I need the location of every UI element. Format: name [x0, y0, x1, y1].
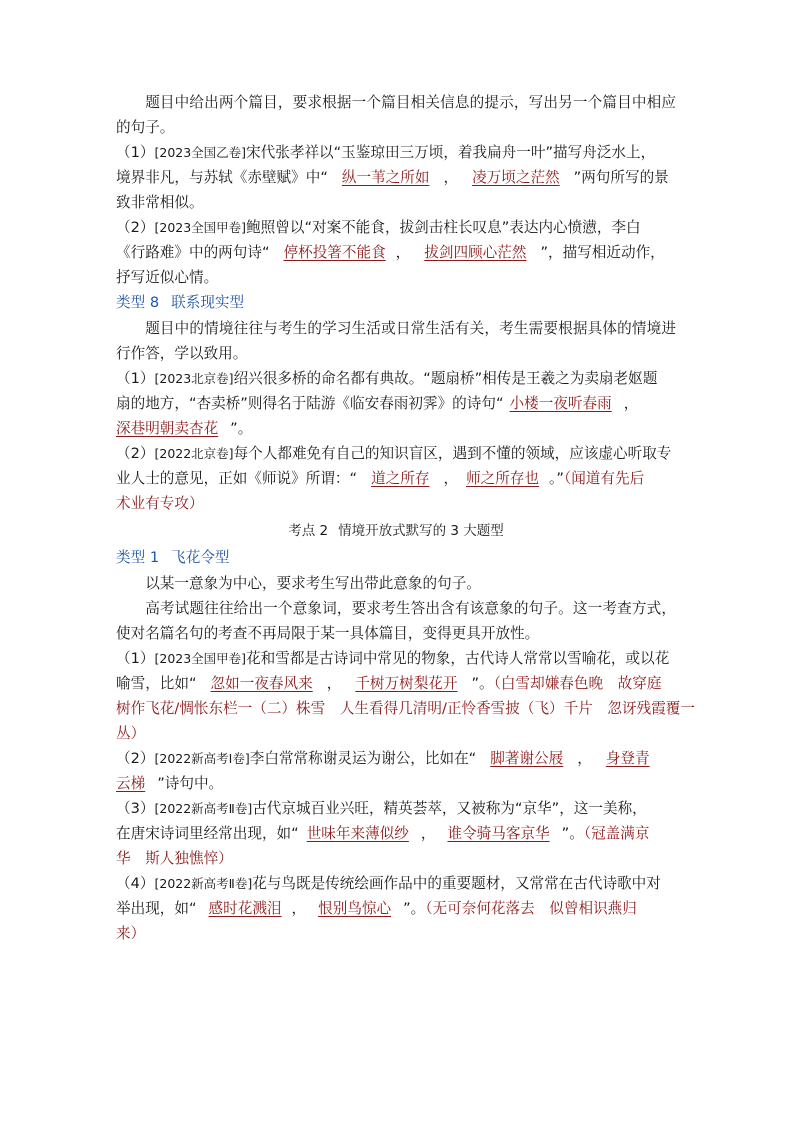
answer-blank: 感时花溅泪	[208, 900, 282, 917]
type1-q1: （1）[2023全国甲卷]花和雪都是古诗词中常见的物象，古代诗人常常以雪喻花，或以花 喻雪，比如“ 忽如一夜春风来 ， 千树万树梨花开 ”。（白雪却嫌春色晚 故穿庭 树作飞花/惆怅东栏一（二）株雪 人生看得几清明/正怜香雪披（飞）千片 忽讶残霞覆一 丛）	[116, 650, 695, 742]
answer-blank: 停杯投箸不能食	[283, 244, 386, 261]
answer-blank: 道之所存	[371, 470, 430, 487]
block1-q1: （1）[2023全国乙卷]宋代张孝祥以“玉鉴琼田三万顷，着我扁舟一叶”描写舟泛水上， 境界非凡，与苏轼《赤壁赋》中“ 纵一苇之所如 ， 凌万顷之茫然 ”两句所写的景 致非常相似。	[116, 144, 669, 211]
section-heading: 考点 2 情境开放式默写的 3 大题型	[288, 523, 504, 539]
answer-blank: 凌万顷之茫然	[472, 169, 560, 186]
question-source: [2022北京卷]	[154, 446, 234, 461]
answer-blank: 谁令骑马客京华	[447, 825, 550, 842]
block1-q2: （2）[2023全国甲卷]鲍照曾以“对案不能食，拔剑击柱长叹息”表达内心愤懑，李白 《行路难》中的两句诗“ 停杯投箸不能食 ， 拔剑四顾心茫然 ”，描写相近动作， 抒写近似心情。	[116, 219, 665, 286]
type1-q3: （3）[2022新高考Ⅱ卷]古代京城百业兴旺，精英荟萃，又被称为“京华”，这一美称， 在唐宋诗词里经常出现，如“ 世味年来薄似纱 ， 谁令骑马客京华 ”。（冠盖满京 华 斯人独憔悴）	[116, 800, 650, 867]
type8-q1: （1）[2023北京卷]绍兴很多桥的命名都有典故。“题扇桥”相传是王羲之为卖扇老妪题 扇的地方，“杏卖桥”则得名于陆游《临安春雨初霁》的诗句“ 小楼一夜听春雨 ， 深巷明朝卖杏花 ”。	[116, 370, 658, 437]
type8-q2: （2）[2022北京卷]每个人都难免有自己的知识盲区，遇到不懂的领域，应该虚心听取专 业人士的意见，正如《师说》所谓：“ 道之所存 ， 师之所存也 。”（闻道有先后 术业有专攻）	[116, 445, 672, 512]
answer-blank: 脚著谢公屐	[490, 750, 564, 767]
answer-blank: 世味年来薄似纱	[306, 825, 409, 842]
question-source: [2022新高考Ⅰ卷]	[154, 751, 250, 766]
type1-q4: （4）[2022新高考Ⅱ卷]花与鸟既是传统绘画作品中的重要题材，又常常在古代诗歌中对 举出现，如“ 感时花溅泪 ， 恨别鸟惊心 ”。（无可奈何花落去 似曾相识燕归 来）	[116, 875, 661, 942]
answer-blank-continued: 云梯	[116, 775, 146, 792]
question-source: [2023全国乙卷]	[154, 145, 247, 160]
answer-blank: 小楼一夜听春雨	[509, 395, 612, 412]
type8-intro: 题目中的情境往往与考生的学习生活或日常生活有关，考生需要根据具体的情境进行作答，学以致用。	[116, 320, 676, 362]
type1-intro2: 高考试题往往给出一个意象词，要求考生答出含有该意象的句子。这一考查方式，使对名篇名句的考查不再局限于某一具体篇目，变得更具开放性。	[116, 600, 676, 642]
answer-blank: 深巷明朝卖杏花	[116, 420, 219, 437]
question-source: [2023全国甲卷]	[154, 651, 247, 666]
type1-heading: 类型 1 飞花令型	[116, 549, 230, 566]
block1-intro: 题目中给出两个篇目，要求根据一个篇目相关信息的提示，写出另一个篇目中相应的句子。	[116, 94, 676, 136]
type8-heading: 类型 8 联系现实型	[116, 294, 245, 311]
question-source: [2023北京卷]	[154, 371, 234, 386]
type1-q2: （2）[2022新高考Ⅰ卷]李白常常称谢灵运为谢公，比如在“ 脚著谢公屐 ， 身登青 云梯 ”诗句中。	[116, 750, 650, 792]
answer-blank: 拔剑四顾心茫然	[424, 244, 527, 261]
answer-blank: 恨别鸟惊心	[318, 900, 392, 917]
answer-blank: 纵一苇之所如	[341, 169, 430, 186]
document-page	[116, 90, 695, 946]
question-source: [2023全国甲卷]	[154, 220, 247, 235]
answer-blank: 忽如一夜春风来	[210, 675, 313, 692]
answer-blank: 师之所存也	[466, 470, 540, 487]
question-source: [2022新高考Ⅱ卷]	[154, 801, 253, 816]
answer-blank: 千树万树梨花开	[355, 675, 458, 692]
question-source: [2022新高考Ⅱ卷]	[154, 876, 253, 891]
type1-intro1: 以某一意象为中心，要求考生写出带此意象的句子。	[145, 575, 481, 592]
answer-blank: 身登青	[605, 750, 650, 767]
